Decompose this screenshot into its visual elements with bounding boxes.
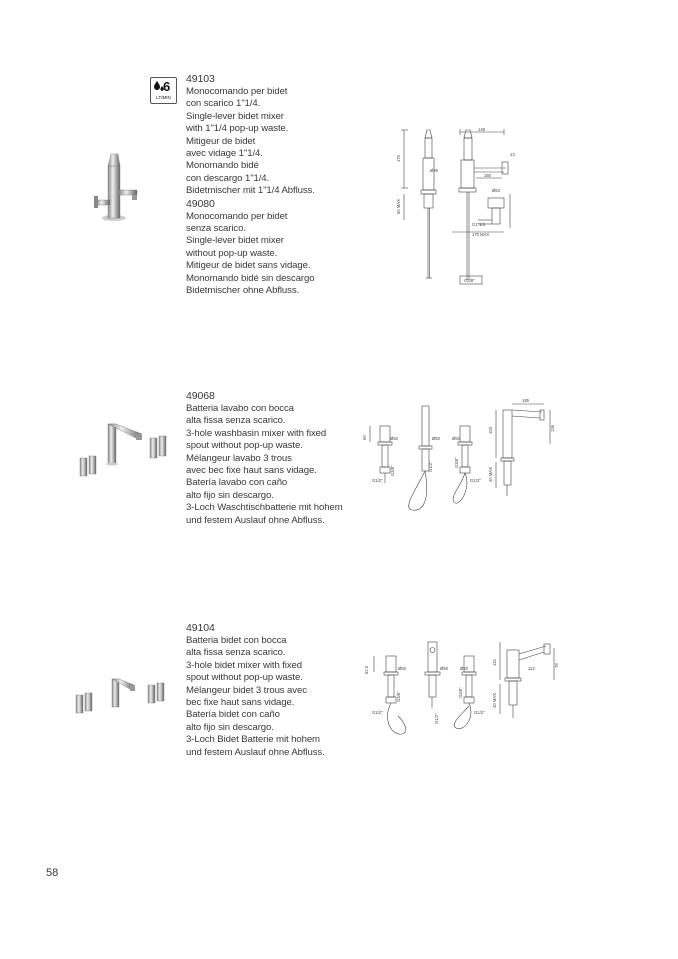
- dim-label: Ø50: [440, 666, 448, 671]
- desc-line: avec bec fixe haut sans vidage.: [186, 465, 317, 477]
- desc-line: 3-Loch Waschtischbatterie mit hohem: [186, 502, 343, 514]
- bidet-mixer-photo: [92, 152, 152, 222]
- dim-label: Ø50: [390, 436, 398, 441]
- desc-line: avec vidage 1"1/4.: [186, 148, 263, 160]
- product-49068-description: [186, 390, 343, 527]
- desc-line: spout without pop-up waste.: [186, 440, 303, 452]
- desc-line: Bidetmischer mit 1"1/4 Abfluss.: [186, 185, 315, 197]
- desc-line: und festem Auslauf ohne Abfluss.: [186, 746, 325, 758]
- desc-line: Single-lever bidet mixer: [186, 110, 284, 122]
- desc-line: 3-Loch Bidet Batterie mit hohem: [186, 734, 320, 746]
- dim-label: 153: [488, 427, 493, 434]
- desc-line: Monocomando per bidet: [186, 86, 288, 97]
- desc-line: alto fijo sin descargo.: [186, 721, 274, 733]
- desc-line: without pop-up waste.: [186, 247, 278, 259]
- desc-line: Batería bidet con caño: [186, 709, 280, 721]
- product-49103-description: [186, 73, 315, 298]
- dim-label: 40 MAX: [492, 693, 497, 708]
- desc-line: spout without pop-up waste.: [186, 672, 303, 684]
- dim-label: G1"1/4: [472, 222, 485, 227]
- flow-rate-value: 6: [163, 79, 171, 94]
- dim-label: 185: [522, 398, 529, 403]
- dim-label: G3/8": [464, 278, 475, 283]
- dim-label: 113: [528, 666, 535, 671]
- desc-line: Mitigeur de bidet sans vidage.: [186, 260, 311, 272]
- flow-rate-badge: [150, 77, 177, 104]
- desc-line: senza scarico.: [186, 223, 246, 235]
- product-code: 49080: [186, 197, 215, 210]
- desc-line: alta fissa senza scarico.: [186, 647, 286, 659]
- desc-line: con scarico 1"1/4.: [186, 98, 261, 110]
- technical-drawing-49068-labels: [362, 398, 557, 513]
- desc-line: 3-hole washbasin mixer with fixed: [186, 427, 327, 439]
- desc-line: Single-lever bidet mixer: [186, 235, 284, 247]
- dim-label: G1/2": [434, 713, 439, 724]
- desc-line: Mélangeur lavabo 3 trous: [186, 452, 292, 464]
- dim-label: 170 MAX: [472, 232, 490, 237]
- desc-line: Monocomando per bidet: [186, 210, 288, 222]
- desc-line: alto fijo sin descargo.: [186, 489, 274, 501]
- dim-label: 13: [510, 152, 515, 157]
- dim-label: 60 MAX: [396, 199, 401, 214]
- dim-label: G3/8": [390, 465, 395, 476]
- desc-line: Monomando bidé: [186, 160, 259, 172]
- dim-label: Ø50: [452, 436, 460, 441]
- dim-label: 115: [492, 659, 497, 666]
- dim-label: G1/2": [372, 478, 383, 483]
- desc-line: und festem Auslauf ohne Abfluss.: [186, 514, 325, 526]
- dim-label: 148: [478, 127, 485, 132]
- desc-line: alta fissa senza scarico.: [186, 415, 286, 427]
- dim-label: Ø50: [398, 666, 406, 671]
- dim-label: 136: [550, 425, 555, 432]
- desc-line: Mitigeur de bidet: [186, 135, 256, 147]
- flow-rate-unit: LT/MIN: [156, 95, 171, 100]
- dim-label: Ø50: [460, 666, 468, 671]
- desc-line: Batería lavabo con caño: [186, 477, 288, 489]
- dim-label: 78: [554, 663, 559, 668]
- dim-label: Ø50: [432, 436, 440, 441]
- bidet-3hole-mixer-photo: [72, 673, 172, 723]
- desc-line: Batteria bidet con bocca: [186, 635, 287, 646]
- dim-label: G1/2": [470, 478, 481, 483]
- dim-label: Ø63: [492, 188, 500, 193]
- dim-label: 40 MAX: [488, 467, 493, 482]
- desc-line: bec fixe haut sans vidage.: [186, 697, 295, 709]
- desc-line: Bidetmischer ohne Abfluss.: [186, 285, 300, 297]
- desc-line: Mélangeur bidet 3 trous avec: [186, 684, 307, 696]
- product-code: 49068: [186, 390, 215, 402]
- washbasin-mixer-photo: [70, 412, 180, 487]
- technical-drawing-49104-labels: [362, 636, 562, 746]
- dim-label: 160: [484, 173, 491, 178]
- dim-label: 62.5: [364, 665, 369, 674]
- product-code: 49104: [186, 622, 215, 634]
- dim-label: G1/2": [428, 461, 433, 472]
- dim-label: 170: [396, 155, 401, 162]
- dim-label: Ø35: [430, 168, 438, 173]
- desc-line: Monomando bidé sin descargo: [186, 272, 315, 284]
- dim-label: G1/2": [474, 710, 485, 715]
- desc-line: con descargo 1"1/4.: [186, 172, 270, 184]
- dim-label: G1/2": [372, 710, 383, 715]
- product-49104-description: [186, 622, 325, 759]
- dim-label: G3/8": [454, 457, 459, 468]
- desc-line: 3-hole bidet mixer with fixed: [186, 659, 303, 671]
- product-code: 49103: [186, 73, 215, 85]
- dim-label: G3/8": [396, 691, 401, 702]
- desc-line: Batteria lavabo con bocca: [186, 403, 294, 414]
- dim-label: 60: [362, 435, 367, 440]
- dim-label: G3/8": [458, 687, 463, 698]
- technical-drawing-49103-labels: [392, 128, 522, 293]
- desc-line: with 1"1/4 pop-up waste.: [186, 123, 289, 135]
- page-number: 58: [46, 867, 59, 879]
